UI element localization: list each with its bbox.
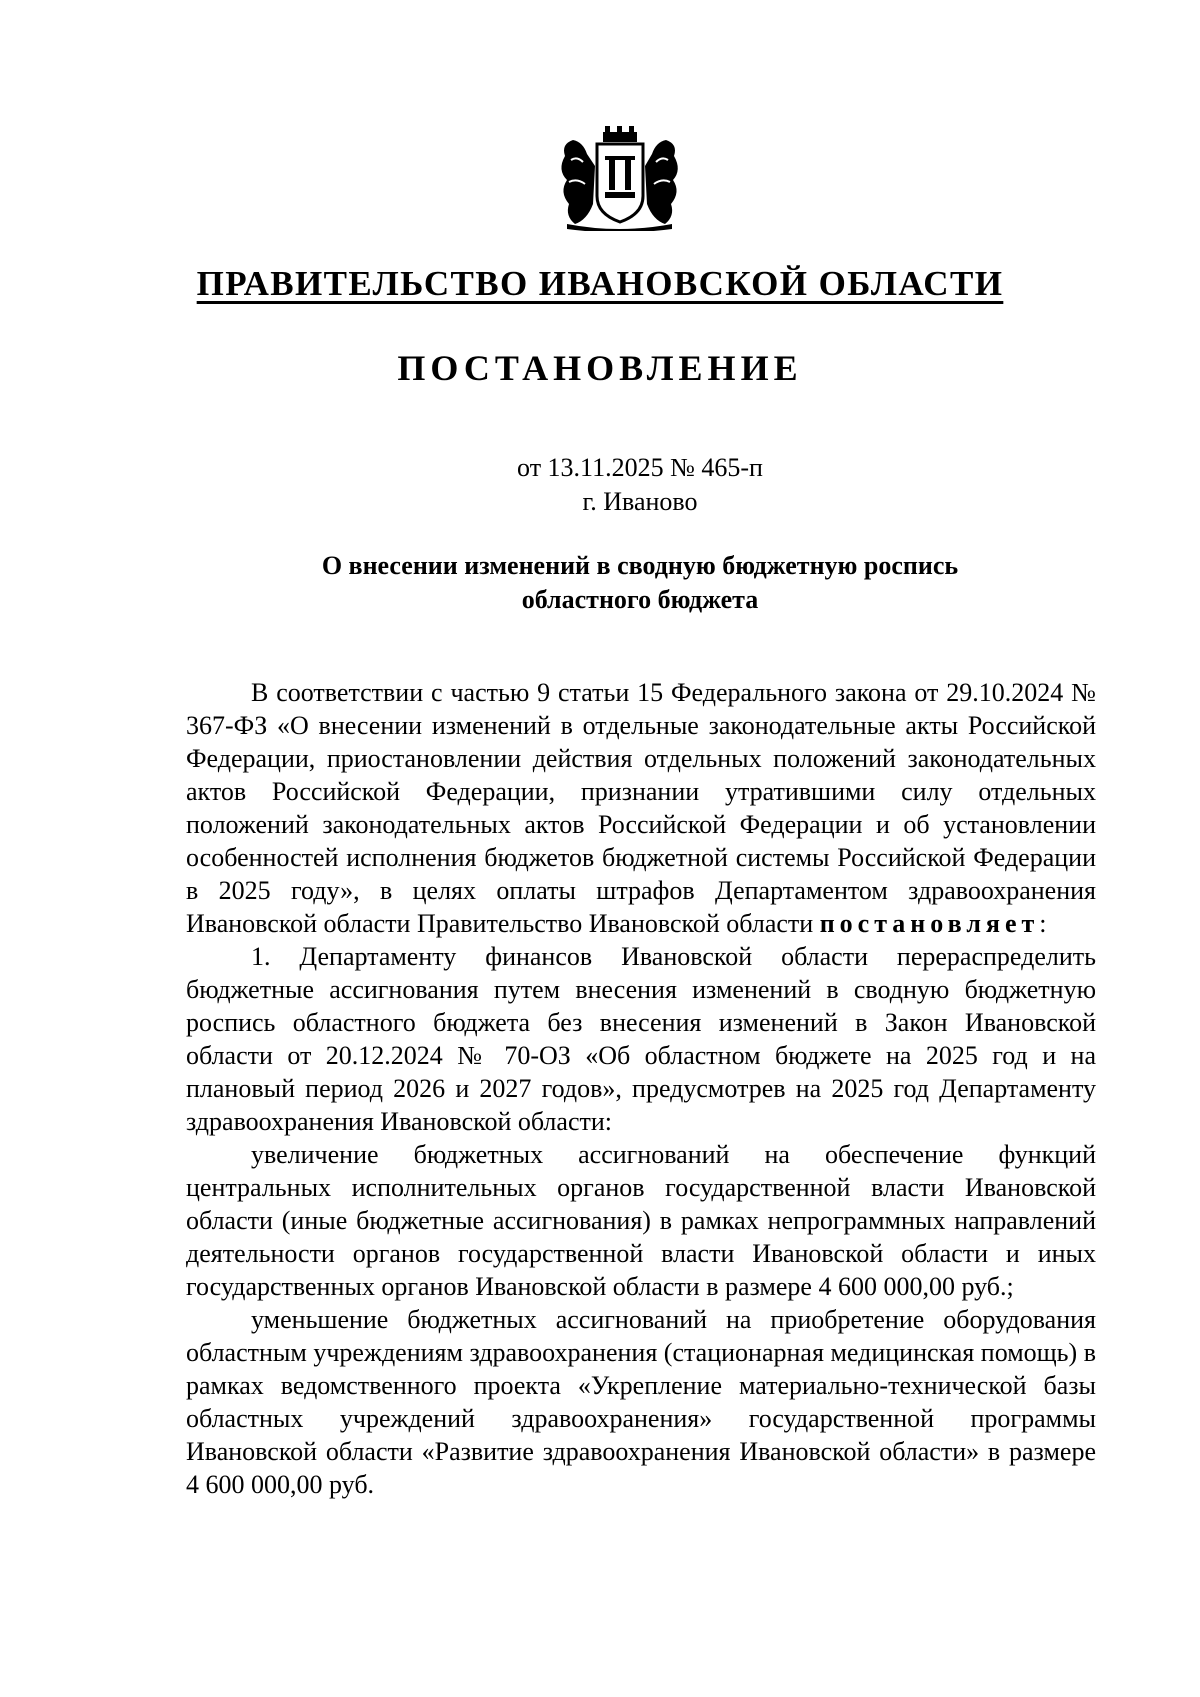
date-number: от 13.11.2025 № 465-п: [517, 453, 763, 482]
resolves-word: постановляет: [819, 909, 1040, 938]
paragraph-increase: увеличение бюджетных ассигнований на обеспечение функций центральных исполнительных органов государственной власти Ивановской области (иные бюджетные ассигнования) в рамках непрограммных направлений деятельности органов государственной власти Ивановской области и иных государственных органов Ивановской области в размере 4 600 000,00 руб.;: [186, 1140, 1096, 1301]
preamble-text: В соответствии с частью 9 статьи 15 Федерального закона от 29.10.2024 № 367-ФЗ «О внесении изменений в отдельные законодательные акты Российской Федерации, приостановлении действия отдельных положений законодательных актов Российской Федерации, признании утратившими силу отдельных положений законодательных актов Российской Федерации и об установлении особенностей исполнения бюджетов бюджетной системы Российской Федерации в 2025 году», в целях оплаты штрафов Департаментом здравоохранения Ивановской области Правительство Ивановской области: [186, 678, 1096, 938]
document-heading-line-1: О внесении изменений в сводную бюджетную роспись: [321, 551, 959, 580]
paragraph-item-1: 1. Департаменту финансов Ивановской области перераспределить бюджетные ассигнования путем внесения изменений в сводную бюджетную роспись областного бюджета без внесения изменений в Закон Ивановской области от 20.12.2024 № 70-ОЗ «Об областном бюджете на 2025 год и на плановый период 2026 и 2027 годов», предусмотрев на 2025 год Департаменту здравоохранения Ивановской области:: [186, 942, 1096, 1136]
paragraph-decrease: уменьшение бюджетных ассигнований на приобретение оборудования областным учреждениям здравоохранения (стационарная медицинская помощь) в рамках ведомственного проекта «Укрепление материально-технической базы областных учреждений здравоохранения» государственной программы Ивановской области «Развитие здравоохранения Ивановской области» в размере 4 600 000,00 руб.: [186, 1305, 1096, 1499]
city: г. Иваново: [582, 487, 698, 516]
document-body: [186, 676, 1096, 1501]
government-title: [0, 264, 1200, 304]
preamble-end: :: [1039, 909, 1047, 938]
ivanovo-coat-of-arms-icon: [557, 126, 682, 231]
document-type: ПОСТАНОВЛЕНИЕ: [397, 348, 803, 388]
document-heading-line-2: областного бюджета: [521, 585, 759, 614]
paragraph-preamble: [186, 676, 1096, 940]
government-title-text: ПРАВИТЕЛЬСТВО ИВАНОВСКОЙ ОБЛАСТИ: [196, 264, 1004, 303]
